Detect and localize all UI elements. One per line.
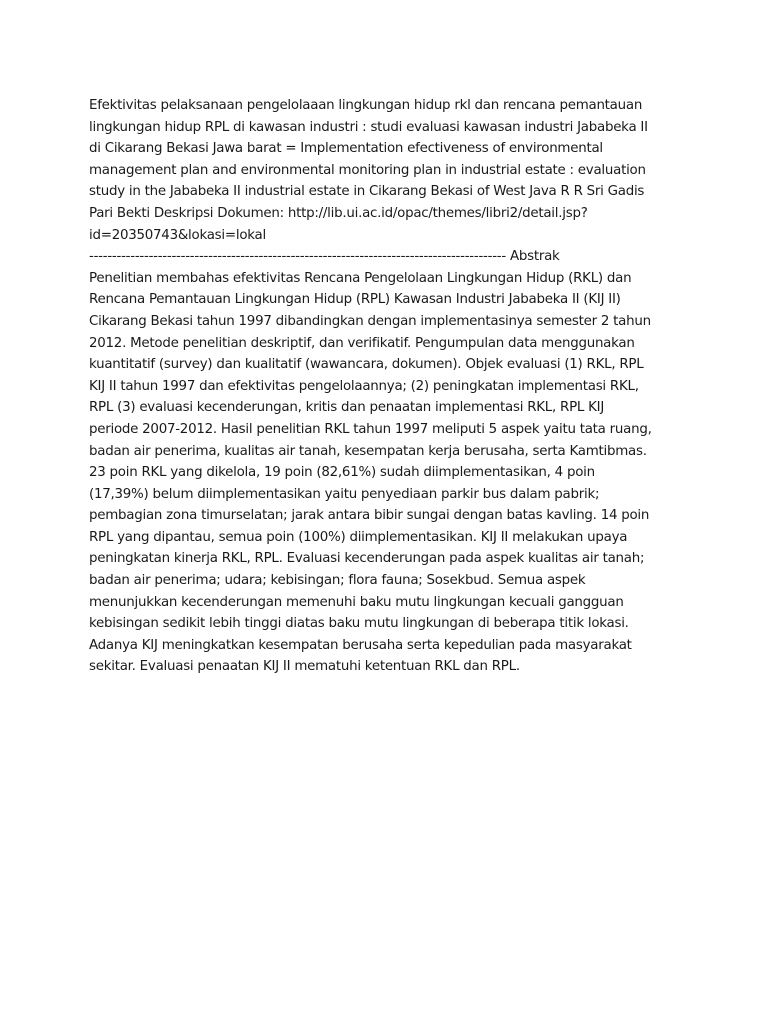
document-header-text: Efektivitas pelaksanaan pengelolaaan lingkungan hidup rkl dan rencana pemantauan lingkungan hidup RPL di kawasan industri : studi evaluasi kawasan industri Jababeka II di Cikarang Bekasi Jawa barat = Implementation efectiveness of environmental management plan and environmental monitoring plan in industrial estate : evaluation study in the Jababeka II industrial estate in Cikarang Bekasi of West Java R R Sri Gadis Pari Bekti Deskripsi Dokumen: http://lib.ui.ac.id/opac/themes/libri2/detail.jsp? id=20350743&lokasi=lokal bbox=[89, 98, 648, 243]
abstract-separator: ------------------------------------------------------------------------------------------- Abstrak bbox=[89, 249, 560, 265]
document-body bbox=[89, 95, 709, 678]
abstract-text: Penelitian membahas efektivitas Rencana Pengelolaan Lingkungan Hidup (RKL) dan Rencana Pemantauan Lingkungan Hidup (RPL) Kawasan Industri Jababeka II (KIJ II) Cikarang Bekasi tahun 1997 dibandingkan dengan implementasinya semester 2 tahun 2012. Metode penelitian deskriptif, dan verifikatif. Pengumpulan data menggunakan kuantitatif (survey) dan kualitatif (wawancara, dokumen). Objek evaluasi (1) RKL, RPL KIJ II tahun 1997 dan efektivitas pengelolaannya; (2) peningkatan implementasi RKL, RPL (3) evaluasi kecenderungan, kritis dan penaatan implementasi RKL, RPL KIJ periode 2007-2012. Hasil penelitian RKL tahun 1997 meliputi 5 aspek yaitu tata ruang, badan air penerima, kualitas air tanah, kesempatan kerja berusaha, serta Kamtibmas. 23 poin RKL yang dikelola, 19 poin (82,61%) sudah diimplementasikan, 4 poin (17,39%) belum diimplementasikan yaitu penyediaan parkir bus dalam pabrik; pembagian zona timurselatan; jarak antara bibir sungai dengan batas kavling. 14 poin RPL yang dipantau, semua poin (100%) diimplementasikan. KIJ II melakukan upaya peningkatan kinerja RKL, RPL. Evaluasi kecenderungan pada aspek kualitas air tanah; badan air penerima; udara; kebisingan; flora fauna; Sosekbud. Semua aspek menunjukkan kecenderungan memenuhi baku mutu lingkungan kecuali gangguan kebisingan sedikit lebih tinggi diatas baku mutu lingkungan di beberapa titik lokasi. Adanya KIJ meningkatkan kesempatan berusaha serta kepedulian pada masyarakat sekitar. Evaluasi penaatan KIJ II mematuhi ketentuan RKL dan RPL. bbox=[89, 270, 652, 675]
